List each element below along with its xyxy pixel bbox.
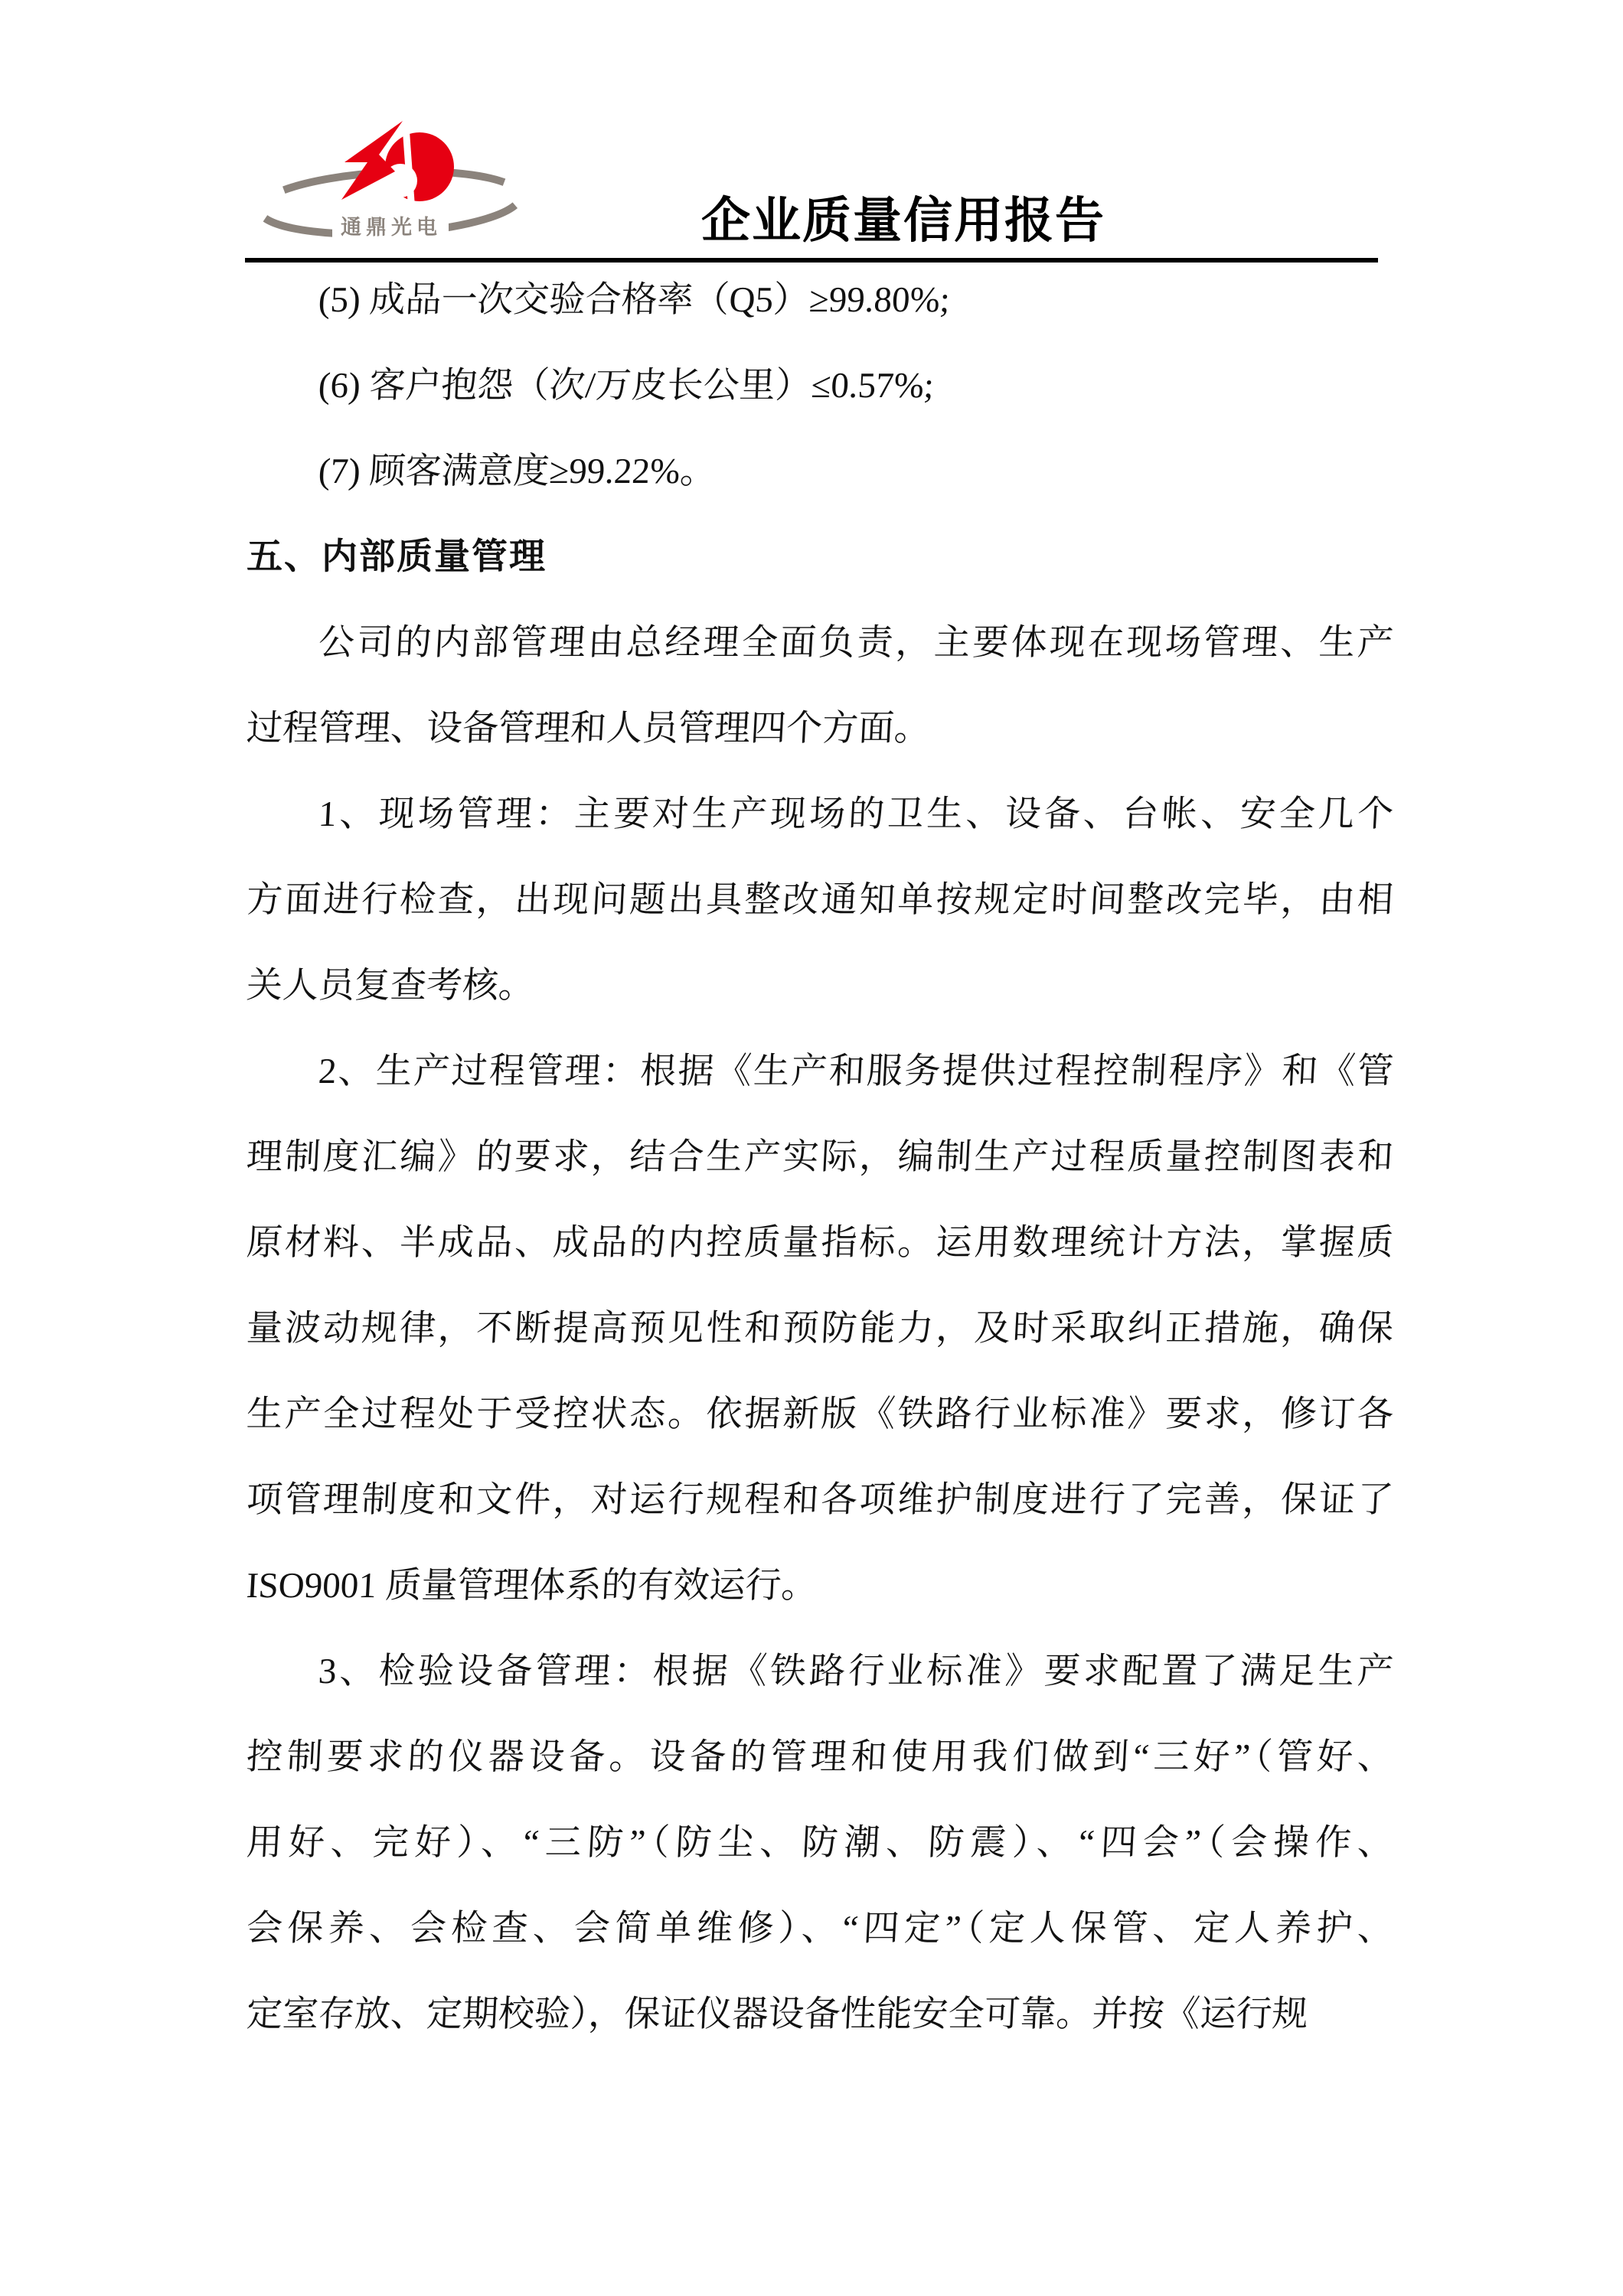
tongding-logo-icon	[253, 99, 559, 268]
text-line: 原材料、半成品、成品的内控质量指标。运用数理统计方法，掌握质	[245, 1223, 1395, 1263]
text-line: 方面进行检查，出现问题出具整改通知单按规定时间整改完毕，由相	[245, 880, 1395, 920]
text-line: ISO9001 质量管理体系的有效运行。	[245, 1566, 818, 1606]
text-line: 2、生产过程管理：根据《生产和服务提供过程控制程序》和《管	[317, 1052, 1395, 1091]
text-line: 五、内部质量管理	[247, 537, 547, 577]
page-title: 企业质量信用报告	[701, 194, 1105, 248]
text-line: 过程管理、设备管理和人员管理四个方面。	[245, 709, 932, 748]
text-line: 理制度汇编》的要求，结合生产实际，编制生产过程质量控制图表和	[245, 1137, 1395, 1177]
text-line: 公司的内部管理由总经理全面负责，主要体现在现场管理、生产	[317, 623, 1395, 663]
text-line: 1、现场管理：主要对生产现场的卫生、设备、台帐、安全几个	[317, 794, 1395, 834]
text-line: 量波动规律，不断提高预见性和预防能力，及时采取纠正措施，确保	[245, 1309, 1395, 1349]
text-line: (5) 成品一次交验合格率（Q5）≥99.80%;	[317, 280, 952, 320]
text-line: 项管理制度和文件，对运行规程和各项维护制度进行了完善，保证了	[245, 1480, 1395, 1520]
text-line: 生产全过程处于受控状态。依据新版《铁路行业标准》要求，修订各	[245, 1394, 1395, 1434]
text-line: 3、检验设备管理：根据《铁路行业标准》要求配置了满足生产	[317, 1652, 1395, 1691]
text-line: 控制要求的仪器设备。设备的管理和使用我们做到“三好”（管好、	[245, 1737, 1395, 1777]
text-line: (7) 顾客满意度≥99.22%。	[317, 452, 717, 491]
text-line: 会保养、会检查、会简单维修）、“四定”（定人保管、定人养护、	[245, 1909, 1395, 1949]
text-line: 定室存放、定期校验），保证仪器设备性能安全可靠。并按《运行规	[245, 1994, 1309, 2034]
text-line: (6) 客户抱怨（次/万皮长公里）≤0.57%;	[317, 366, 936, 406]
document-body	[247, 257, 1393, 2057]
text-line: 用好、完好）、“三防”（防尘、防潮、防震）、“四会”（会操作、	[245, 1823, 1395, 1863]
logo-text: 通鼎光电	[341, 216, 442, 239]
text-line: 关人员复查考核。	[245, 966, 536, 1006]
company-logo	[253, 99, 559, 268]
